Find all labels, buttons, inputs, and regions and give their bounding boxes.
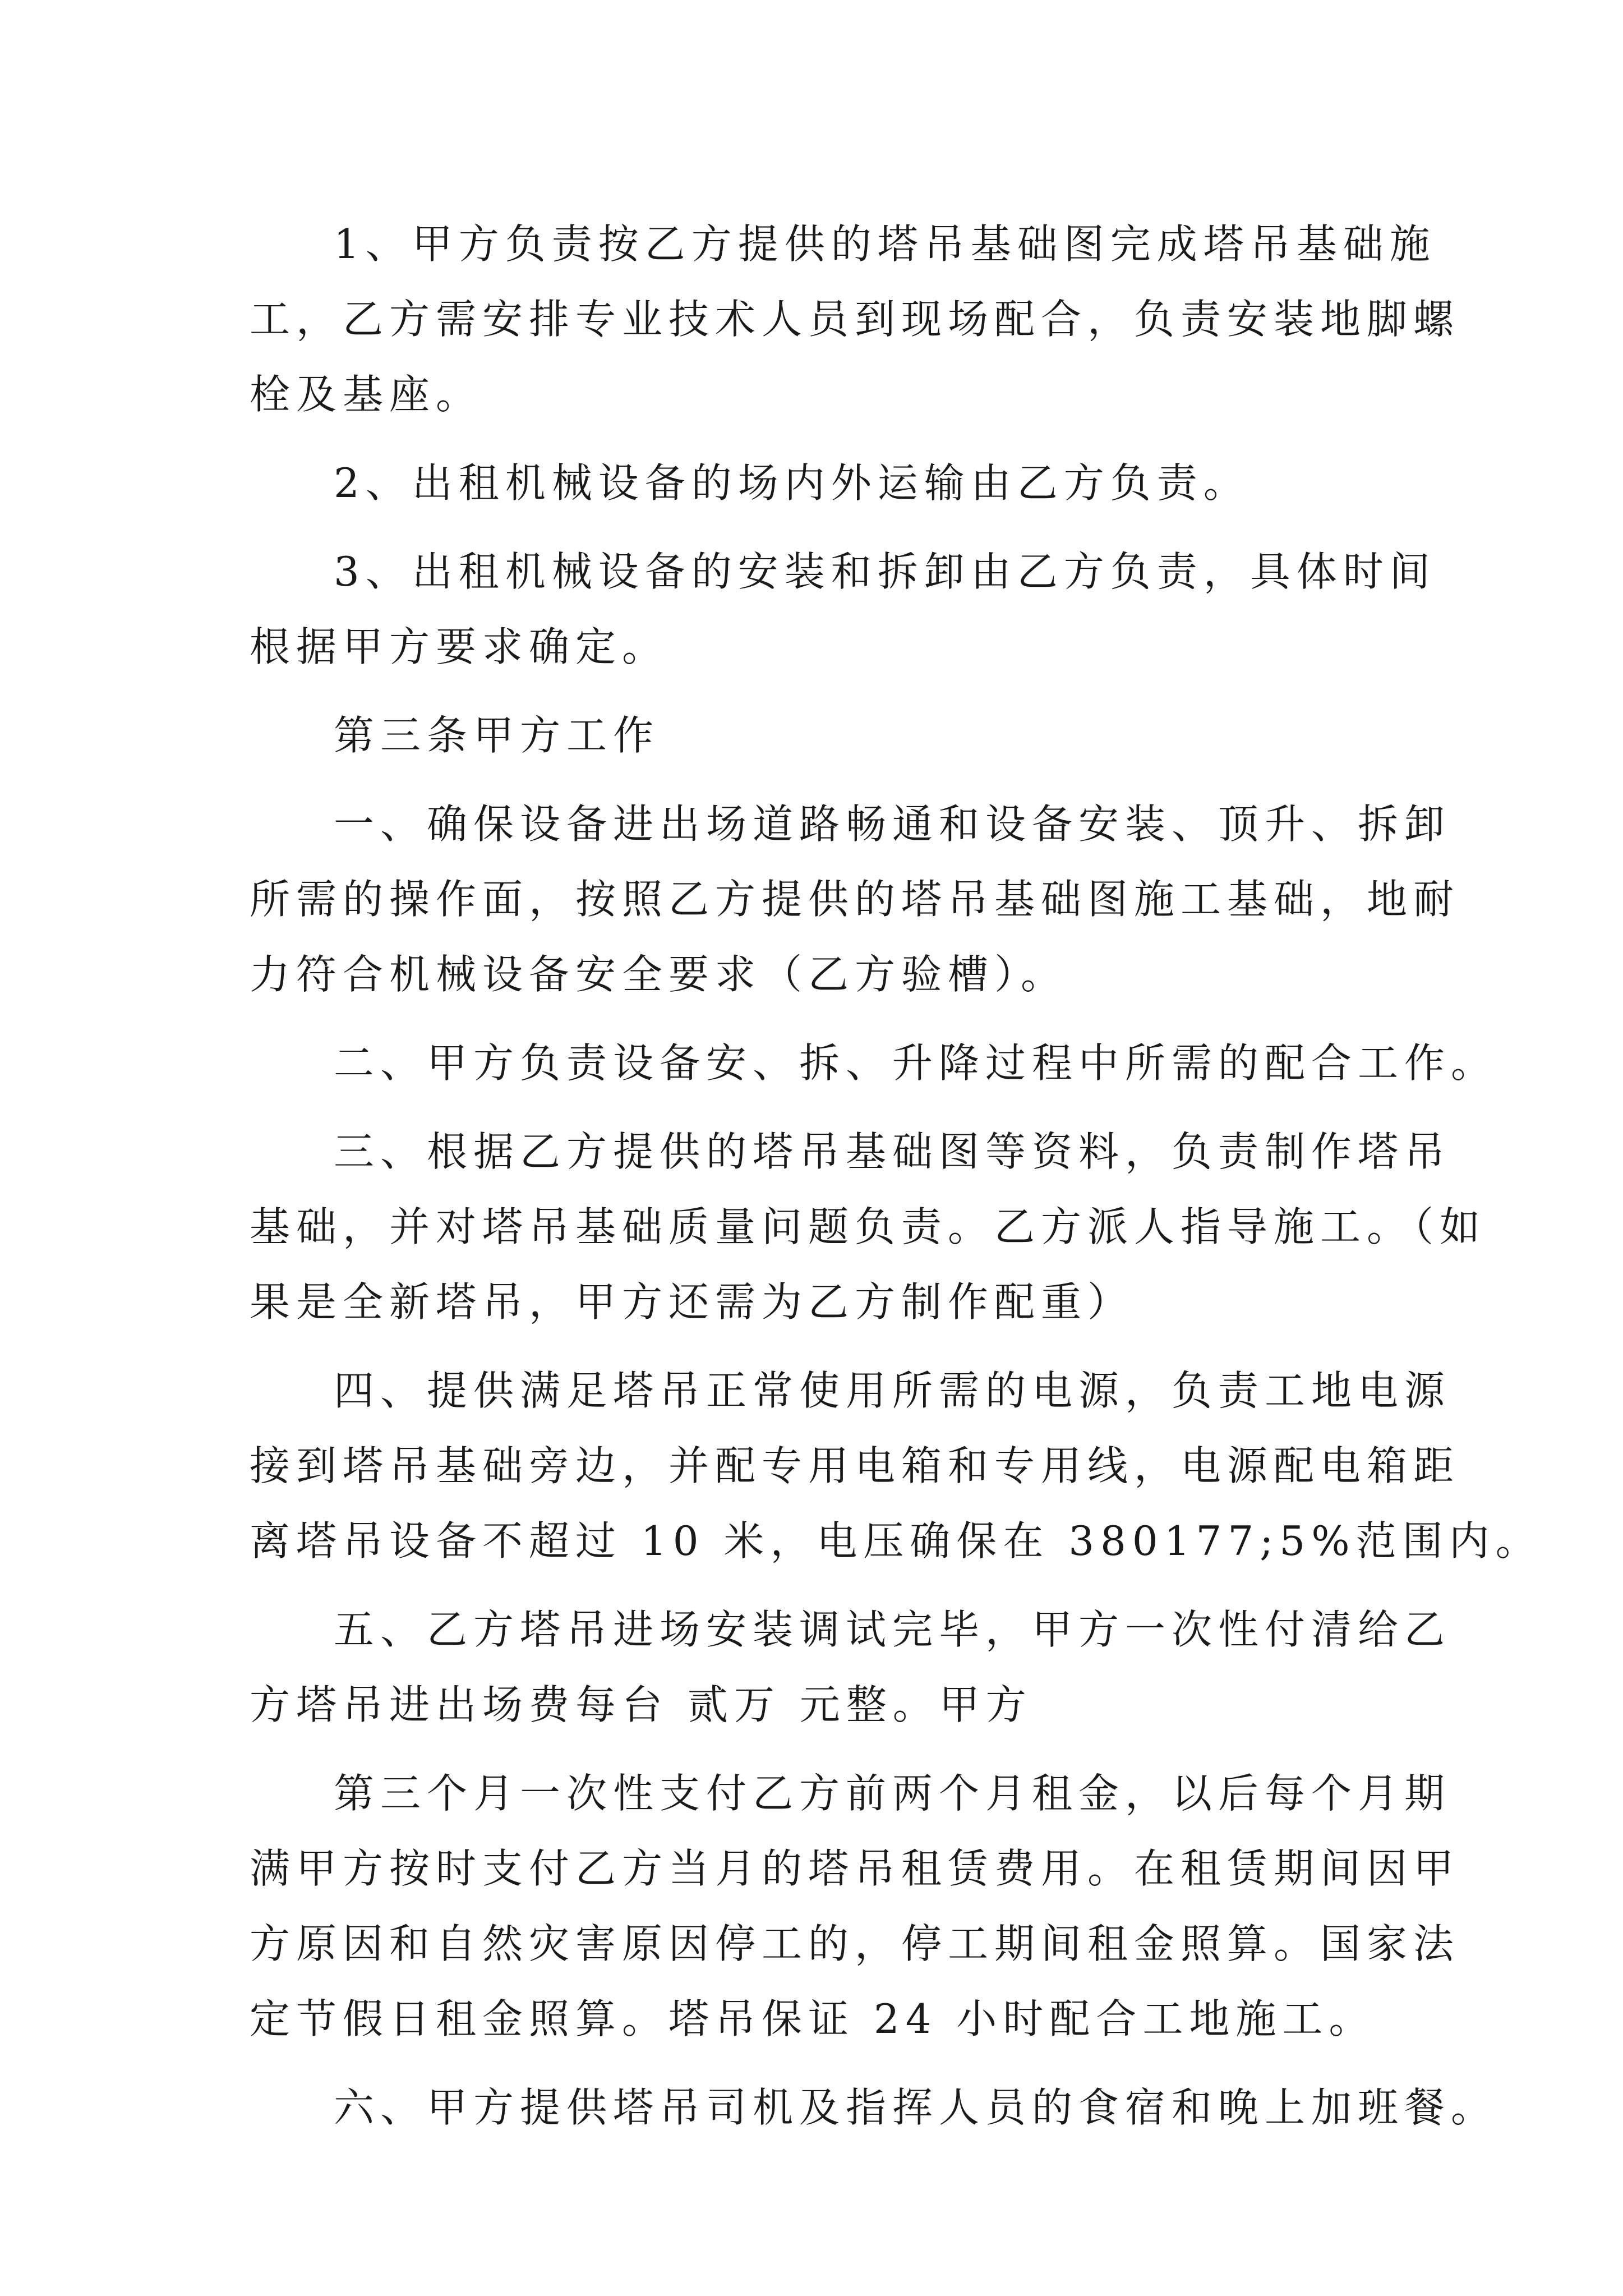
text-line: 满甲方按时支付乙方当月的塔吊租赁费用。在租赁期间因甲 <box>250 1845 1460 1892</box>
paragraph-clause-5-continued <box>250 1756 1460 2056</box>
text-line: 方原因和自然灾害原因停工的，停工期间租金照算。国家法 <box>250 1920 1460 1967</box>
paragraph-clause-2 <box>250 1025 1498 1101</box>
text-line: 五、乙方塔吊进场安装调试完毕，甲方一次性付清给乙 <box>334 1606 1451 1653</box>
paragraph-item-3 <box>250 534 1436 684</box>
text-line: 接到塔吊基础旁边，并配专用电箱和专用线，电源配电箱距 <box>250 1442 1460 1489</box>
text-line: 四、提供满足塔吊正常使用所需的电源，负责工地电源 <box>334 1367 1451 1414</box>
text-line: 二、甲方负责设备安、拆、升降过程中所需的配合工作。 <box>334 1039 1498 1087</box>
text-line: 六、甲方提供塔吊司机及指挥人员的食宿和晚上加班餐。 <box>334 2084 1498 2131</box>
text-line: 根据甲方要求确定。 <box>250 623 669 670</box>
text-line: 力符合机械设备安全要求（乙方验槽）。 <box>250 951 1068 998</box>
document-body <box>250 206 1542 2145</box>
article-heading <box>250 698 1388 773</box>
section-heading: 第三条甲方工作 <box>334 712 660 759</box>
text-line: 2、出租机械设备的场内外运输由乙方负责。 <box>334 459 1250 507</box>
paragraph-clause-1 <box>250 786 1460 1012</box>
paragraph-item-2 <box>250 445 1388 521</box>
text-line: 定节假日租金照算。塔吊保证 24 小时配合工地施工。 <box>250 1995 1376 2042</box>
text-line: 栓及基座。 <box>250 371 483 418</box>
paragraph-item-1 <box>250 206 1460 432</box>
text-line: 离塔吊设备不超过 10 米，电压确保在 380177;5%范围内。 <box>250 1517 1542 1565</box>
text-line: 第三个月一次性支付乙方前两个月租金，以后每个月期 <box>334 1770 1451 1817</box>
paragraph-clause-4 <box>250 1353 1542 1579</box>
text-line: 1、甲方负责按乙方提供的塔吊基础图完成塔吊基础施 <box>334 220 1436 268</box>
text-line: 一、确保设备进出场道路畅通和设备安装、顶升、拆卸 <box>334 800 1451 848</box>
text-line: 工，乙方需安排专业技术人员到现场配合，负责安装地脚螺 <box>250 296 1460 343</box>
text-line: 所需的操作面，按照乙方提供的塔吊基础图施工基础，地耐 <box>250 876 1460 923</box>
text-line: 基础，并对塔吊基础质量问题负责。乙方派人指导施工。（如 <box>250 1203 1487 1250</box>
paragraph-clause-3 <box>250 1114 1487 1340</box>
text-line: 三、根据乙方提供的塔吊基础图等资料，负责制作塔吊 <box>334 1128 1451 1175</box>
paragraph-clause-6 <box>250 2070 1498 2145</box>
paragraph-clause-5 <box>250 1592 1451 1742</box>
text-line: 果是全新塔吊，甲方还需为乙方制作配重） <box>250 1278 1135 1326</box>
text-line: 3、出租机械设备的安装和拆卸由乙方负责，具体时间 <box>334 548 1436 595</box>
text-line: 方塔吊进出场费每台 贰万 元整。甲方 <box>250 1681 1032 1728</box>
